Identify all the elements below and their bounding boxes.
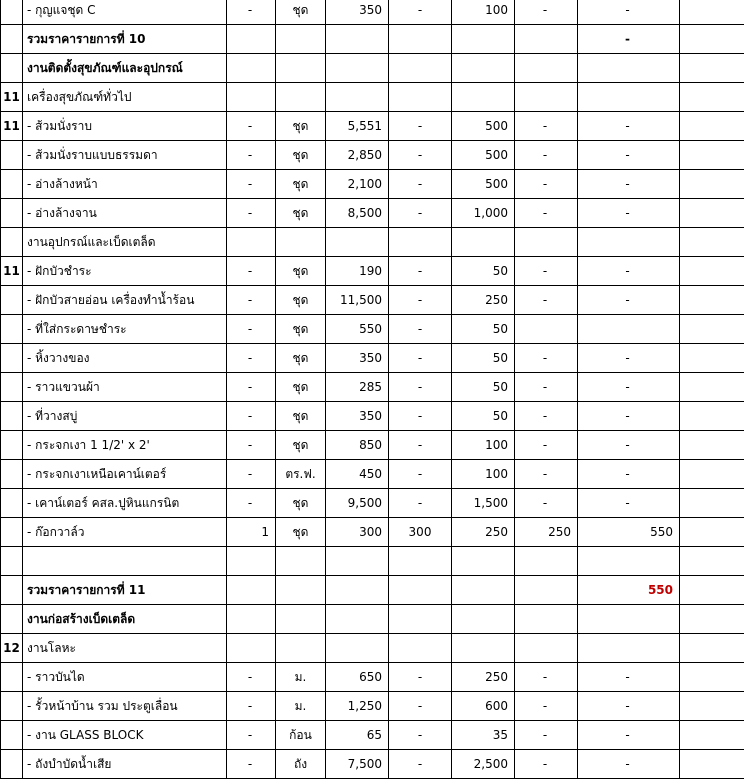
description-cell[interactable]: - กระจกเงา 1 1/2' x 2' [23,431,227,460]
material-unit-price-cell[interactable]: 2,850 [326,141,389,170]
description-cell[interactable]: - อ่างล้างจาน [23,199,227,228]
material-amount-cell[interactable] [389,25,452,54]
labor-amount-cell[interactable]: - [515,489,578,518]
description-cell[interactable]: - เคาน์เตอร์ คสล.ปูหินแกรนิต [23,489,227,518]
table-row [1,402,744,431]
unit-cell[interactable]: ชุด [276,373,326,402]
unit-cell[interactable]: ชุด [276,286,326,315]
total-cell[interactable]: - [578,721,680,750]
labor-unit-price-cell[interactable]: 500 [452,141,515,170]
quantity-cell[interactable] [227,54,276,83]
total-cell[interactable]: - [578,344,680,373]
summary-row [1,54,744,83]
total-cell[interactable]: - [578,170,680,199]
unit-cell[interactable]: ม. [276,663,326,692]
unit-cell[interactable]: ชุด [276,199,326,228]
description-cell[interactable]: งานอุปกรณ์และเบ็ดเตล็ด [23,228,227,257]
quantity-cell[interactable]: - [227,489,276,518]
labor-amount-cell[interactable]: - [515,402,578,431]
material-unit-price-cell[interactable]: 285 [326,373,389,402]
material-amount-cell[interactable]: - [389,286,452,315]
material-unit-price-cell[interactable] [326,83,389,112]
table-row [1,460,744,489]
unit-cell[interactable]: ชุด [276,431,326,460]
unit-cell[interactable] [276,547,326,576]
material-unit-price-cell[interactable]: 350 [326,0,389,25]
unit-cell[interactable]: ชุด [276,489,326,518]
remark-cell[interactable] [680,721,744,750]
labor-amount-cell[interactable] [515,547,578,576]
remark-cell[interactable] [680,170,744,199]
total-cell[interactable]: - [578,25,680,54]
material-amount-cell[interactable] [389,54,452,83]
item-no-cell[interactable]: 11 [1,83,23,112]
material-amount-cell[interactable]: - [389,112,452,141]
remark-cell[interactable] [680,286,744,315]
total-cell[interactable]: - [578,489,680,518]
item-no-cell[interactable] [1,489,23,518]
summary-row [1,605,744,634]
material-unit-price-cell[interactable] [326,605,389,634]
material-unit-price-cell[interactable]: 1,250 [326,692,389,721]
item-no-cell[interactable] [1,605,23,634]
quantity-cell[interactable]: - [227,0,276,25]
remark-cell[interactable] [680,54,744,83]
labor-amount-cell[interactable] [515,634,578,663]
quantity-cell[interactable]: - [227,170,276,199]
labor-unit-price-cell[interactable]: 35 [452,721,515,750]
material-amount-cell[interactable]: - [389,257,452,286]
material-amount-cell[interactable]: - [389,170,452,199]
remark-cell[interactable] [680,402,744,431]
labor-unit-price-cell[interactable]: 250 [452,663,515,692]
material-unit-price-cell[interactable]: 450 [326,460,389,489]
labor-unit-price-cell[interactable]: 100 [452,460,515,489]
material-unit-price-cell[interactable]: 65 [326,721,389,750]
quantity-cell[interactable] [227,634,276,663]
total-cell[interactable]: - [578,692,680,721]
description-cell[interactable]: - ที่วางสบู่ [23,402,227,431]
item-no-cell[interactable] [1,315,23,344]
labor-amount-cell[interactable] [515,83,578,112]
total-cell[interactable]: - [578,112,680,141]
labor-amount-cell[interactable]: - [515,344,578,373]
total-cell[interactable] [578,315,680,344]
material-amount-cell[interactable]: - [389,460,452,489]
material-unit-price-cell[interactable]: 7,500 [326,750,389,779]
labor-unit-price-cell[interactable] [452,576,515,605]
description-cell[interactable]: - กระจกเงาเหนือเคาน์เตอร์ [23,460,227,489]
material-amount-cell[interactable]: - [389,692,452,721]
table-row [1,663,744,692]
material-amount-cell[interactable]: - [389,431,452,460]
description-cell[interactable]: - ถังบำบัดน้ำเสีย [23,750,227,779]
item-no-cell[interactable] [1,547,23,576]
total-cell[interactable] [578,228,680,257]
material-amount-cell[interactable] [389,83,452,112]
item-no-cell[interactable] [1,692,23,721]
labor-unit-price-cell[interactable]: 50 [452,373,515,402]
description-cell[interactable]: - ราวบันได [23,663,227,692]
material-unit-price-cell[interactable] [326,547,389,576]
labor-amount-cell[interactable]: 250 [515,518,578,547]
labor-amount-cell[interactable]: - [515,373,578,402]
material-amount-cell[interactable] [389,634,452,663]
description-cell[interactable]: - อ่างล้างหน้า [23,170,227,199]
quantity-cell[interactable]: 1 [227,518,276,547]
quantity-cell[interactable] [227,228,276,257]
labor-unit-price-cell[interactable] [452,83,515,112]
table-row [1,170,744,199]
total-cell[interactable] [578,83,680,112]
labor-amount-cell[interactable] [515,25,578,54]
labor-amount-cell[interactable]: - [515,170,578,199]
labor-unit-price-cell[interactable]: 50 [452,402,515,431]
unit-cell[interactable]: ชุด [276,0,326,25]
quantity-cell[interactable]: - [227,315,276,344]
material-unit-price-cell[interactable]: 8,500 [326,199,389,228]
labor-unit-price-cell[interactable]: 500 [452,170,515,199]
item-no-cell[interactable] [1,518,23,547]
description-cell[interactable] [23,547,227,576]
labor-amount-cell[interactable]: - [515,663,578,692]
material-unit-price-cell[interactable]: 5,551 [326,112,389,141]
table-row [1,315,744,344]
labor-unit-price-cell[interactable]: 250 [452,286,515,315]
description-cell[interactable]: - รั้วหน้าบ้าน รวม ประตูเลื่อน [23,692,227,721]
description-cell[interactable]: - ที่ใส่กระดาษชำระ [23,315,227,344]
description-cell[interactable]: - ก๊อกวาล์ว [23,518,227,547]
summary-row [1,576,744,605]
unit-cell[interactable]: ชุด [276,257,326,286]
labor-amount-cell[interactable]: - [515,431,578,460]
labor-amount-cell[interactable]: - [515,460,578,489]
remark-cell[interactable] [680,257,744,286]
total-cell[interactable]: - [578,431,680,460]
total-cell[interactable]: - [578,199,680,228]
total-cell[interactable] [578,634,680,663]
labor-amount-cell[interactable]: - [515,721,578,750]
description-cell[interactable]: เครื่องสุขภัณฑ์ทั่วไป [23,83,227,112]
description-cell[interactable]: รวมราคารายการที่ 11 [23,576,227,605]
table-row [1,83,744,112]
quantity-cell[interactable]: - [227,199,276,228]
material-amount-cell[interactable]: - [389,750,452,779]
remark-cell[interactable] [680,605,744,634]
item-no-cell[interactable]: 12 [1,634,23,663]
labor-unit-price-cell[interactable] [452,25,515,54]
material-amount-cell[interactable] [389,228,452,257]
quantity-cell[interactable]: - [227,402,276,431]
quantity-cell[interactable]: - [227,663,276,692]
unit-cell[interactable]: ชุด [276,170,326,199]
material-amount-cell[interactable]: - [389,402,452,431]
material-amount-cell[interactable]: - [389,141,452,170]
table-row [1,750,744,779]
quantity-cell[interactable] [227,547,276,576]
quantity-cell[interactable]: - [227,721,276,750]
labor-unit-price-cell[interactable]: 250 [452,518,515,547]
labor-unit-price-cell[interactable] [452,605,515,634]
remark-cell[interactable] [680,141,744,170]
quantity-cell[interactable] [227,605,276,634]
labor-amount-cell[interactable]: - [515,141,578,170]
item-no-cell[interactable] [1,750,23,779]
unit-cell[interactable]: ตร.ฟ. [276,460,326,489]
description-cell[interactable]: - ฝักบัวชำระ [23,257,227,286]
unit-cell[interactable]: ก้อน [276,721,326,750]
unit-cell[interactable]: ชุด [276,344,326,373]
remark-cell[interactable] [680,228,744,257]
remark-cell[interactable] [680,460,744,489]
labor-unit-price-cell[interactable]: 50 [452,257,515,286]
description-cell[interactable]: รวมราคารายการที่ 10 [23,25,227,54]
labor-amount-cell[interactable] [515,576,578,605]
material-amount-cell[interactable]: - [389,315,452,344]
labor-unit-price-cell[interactable] [452,228,515,257]
labor-unit-price-cell[interactable]: 600 [452,692,515,721]
material-unit-price-cell[interactable]: 9,500 [326,489,389,518]
table-row [1,692,744,721]
unit-cell[interactable] [276,634,326,663]
item-no-cell[interactable] [1,170,23,199]
total-cell[interactable]: - [578,460,680,489]
total-cell[interactable]: 550 [578,576,680,605]
labor-amount-cell[interactable] [515,228,578,257]
unit-cell[interactable]: ชุด [276,141,326,170]
remark-cell[interactable] [680,518,744,547]
item-no-cell[interactable] [1,721,23,750]
item-no-cell[interactable] [1,25,23,54]
material-amount-cell[interactable]: - [389,373,452,402]
labor-amount-cell[interactable]: - [515,0,578,25]
material-unit-price-cell[interactable]: 350 [326,344,389,373]
remark-cell[interactable] [680,692,744,721]
sheet-body [1,0,744,779]
labor-unit-price-cell[interactable]: 500 [452,112,515,141]
description-cell[interactable]: - หิ้งวางของ [23,344,227,373]
material-amount-cell[interactable]: 300 [389,518,452,547]
labor-unit-price-cell[interactable]: 1,500 [452,489,515,518]
table-row [1,112,744,141]
quantity-cell[interactable]: - [227,460,276,489]
remark-cell[interactable] [680,750,744,779]
description-cell[interactable]: - ส้วมนั่งราบแบบธรรมดา [23,141,227,170]
labor-amount-cell[interactable]: - [515,199,578,228]
labor-unit-price-cell[interactable]: 1,000 [452,199,515,228]
description-cell[interactable]: - งาน GLASS BLOCK [23,721,227,750]
material-unit-price-cell[interactable]: 300 [326,518,389,547]
labor-unit-price-cell[interactable]: 50 [452,344,515,373]
item-no-cell[interactable] [1,402,23,431]
labor-unit-price-cell[interactable]: 50 [452,315,515,344]
item-no-cell[interactable] [1,576,23,605]
description-cell[interactable]: - ราวแขวนผ้า [23,373,227,402]
labor-amount-cell[interactable] [515,54,578,83]
labor-unit-price-cell[interactable]: 100 [452,0,515,25]
labor-amount-cell[interactable]: - [515,286,578,315]
material-amount-cell[interactable]: - [389,0,452,25]
item-no-cell[interactable] [1,54,23,83]
quantity-cell[interactable]: - [227,112,276,141]
total-cell[interactable]: - [578,286,680,315]
item-no-cell[interactable] [1,0,23,25]
remark-cell[interactable] [680,663,744,692]
quantity-cell[interactable]: - [227,286,276,315]
remark-cell[interactable] [680,489,744,518]
labor-amount-cell[interactable]: - [515,257,578,286]
material-unit-price-cell[interactable] [326,228,389,257]
item-no-cell[interactable] [1,286,23,315]
table-row [1,721,744,750]
material-unit-price-cell[interactable] [326,54,389,83]
material-amount-cell[interactable]: - [389,663,452,692]
table-row [1,141,744,170]
item-no-cell[interactable] [1,373,23,402]
remark-cell[interactable] [680,315,744,344]
summary-row [1,25,744,54]
material-unit-price-cell[interactable]: 550 [326,315,389,344]
quantity-cell[interactable] [227,25,276,54]
total-cell[interactable]: - [578,141,680,170]
quantity-cell[interactable]: - [227,257,276,286]
remark-cell[interactable] [680,83,744,112]
material-amount-cell[interactable]: - [389,344,452,373]
table-row [1,373,744,402]
unit-cell[interactable]: ชุด [276,315,326,344]
remark-cell[interactable] [680,25,744,54]
item-no-cell[interactable]: 11 [1,257,23,286]
description-cell[interactable]: งานก่อสร้างเบ็ดเตล็ด [23,605,227,634]
material-amount-cell[interactable] [389,547,452,576]
table-row [1,547,744,576]
labor-amount-cell[interactable] [515,315,578,344]
item-no-cell[interactable] [1,228,23,257]
material-unit-price-cell[interactable]: 11,500 [326,286,389,315]
remark-cell[interactable] [680,373,744,402]
table-row [1,199,744,228]
unit-cell[interactable] [276,83,326,112]
quantity-cell[interactable]: - [227,344,276,373]
material-unit-price-cell[interactable]: 2,100 [326,170,389,199]
material-amount-cell[interactable]: - [389,489,452,518]
table-row [1,286,744,315]
table-row [1,518,744,547]
item-no-cell[interactable] [1,460,23,489]
table-row [1,257,744,286]
item-no-cell[interactable] [1,199,23,228]
description-cell[interactable]: - ฝักบัวสายอ่อน เครื่องทำน้ำร้อน [23,286,227,315]
unit-cell[interactable]: ม. [276,692,326,721]
description-cell[interactable]: - ส้วมนั่งราบ [23,112,227,141]
remark-cell[interactable] [680,634,744,663]
unit-cell[interactable]: ชุด [276,112,326,141]
total-cell[interactable]: - [578,257,680,286]
labor-amount-cell[interactable]: - [515,112,578,141]
labor-unit-price-cell[interactable] [452,54,515,83]
material-unit-price-cell[interactable]: 190 [326,257,389,286]
remark-cell[interactable] [680,199,744,228]
total-cell[interactable]: 550 [578,518,680,547]
material-amount-cell[interactable] [389,576,452,605]
total-cell[interactable]: - [578,750,680,779]
labor-amount-cell[interactable]: - [515,692,578,721]
unit-cell[interactable] [276,576,326,605]
unit-cell[interactable] [276,228,326,257]
total-cell[interactable] [578,547,680,576]
remark-cell[interactable] [680,344,744,373]
table-row [1,634,744,663]
quantity-cell[interactable]: - [227,692,276,721]
total-cell[interactable] [578,605,680,634]
item-no-cell[interactable]: 11 [1,112,23,141]
total-cell[interactable]: - [578,0,680,25]
labor-unit-price-cell[interactable]: 2,500 [452,750,515,779]
remark-cell[interactable] [680,576,744,605]
total-cell[interactable]: - [578,402,680,431]
total-cell[interactable] [578,54,680,83]
labor-amount-cell[interactable] [515,605,578,634]
table-row [1,431,744,460]
labor-amount-cell[interactable]: - [515,750,578,779]
quantity-cell[interactable]: - [227,373,276,402]
material-amount-cell[interactable] [389,605,452,634]
unit-cell[interactable] [276,25,326,54]
remark-cell[interactable] [680,0,744,25]
labor-unit-price-cell[interactable]: 100 [452,431,515,460]
description-cell[interactable]: งานติดตั้งสุขภัณฑ์และอุปกรณ์ [23,54,227,83]
item-no-cell[interactable] [1,663,23,692]
description-cell[interactable]: - กุญแจชุด C [23,0,227,25]
unit-cell[interactable] [276,54,326,83]
unit-cell[interactable] [276,605,326,634]
material-amount-cell[interactable]: - [389,721,452,750]
total-cell[interactable]: - [578,373,680,402]
table-row [1,0,744,25]
material-unit-price-cell[interactable] [326,634,389,663]
remark-cell[interactable] [680,112,744,141]
material-amount-cell[interactable]: - [389,199,452,228]
item-no-cell[interactable] [1,344,23,373]
item-no-cell[interactable] [1,431,23,460]
unit-cell[interactable]: ชุด [276,518,326,547]
quantity-cell[interactable]: - [227,141,276,170]
remark-cell[interactable] [680,431,744,460]
material-unit-price-cell[interactable]: 850 [326,431,389,460]
description-cell[interactable]: งานโลหะ [23,634,227,663]
table-row [1,489,744,518]
total-cell[interactable]: - [578,663,680,692]
remark-cell[interactable] [680,547,744,576]
material-unit-price-cell[interactable]: 350 [326,402,389,431]
quantity-cell[interactable]: - [227,750,276,779]
material-unit-price-cell[interactable] [326,25,389,54]
unit-cell[interactable]: ชุด [276,402,326,431]
quantity-cell[interactable] [227,83,276,112]
quantity-cell[interactable]: - [227,431,276,460]
unit-cell[interactable]: ถัง [276,750,326,779]
table-row [1,344,744,373]
material-unit-price-cell[interactable]: 650 [326,663,389,692]
material-unit-price-cell[interactable] [326,576,389,605]
labor-unit-price-cell[interactable] [452,547,515,576]
labor-unit-price-cell[interactable] [452,634,515,663]
item-no-cell[interactable] [1,141,23,170]
table-row [1,228,744,257]
quantity-cell[interactable] [227,576,276,605]
